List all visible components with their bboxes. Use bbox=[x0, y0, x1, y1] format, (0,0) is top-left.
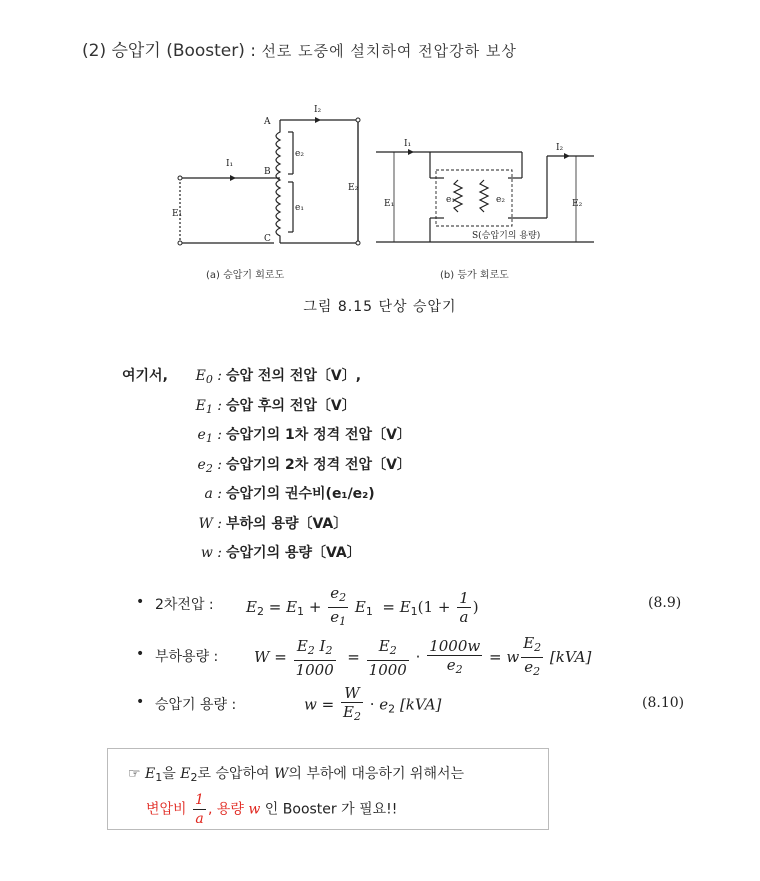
equation-number-8-9: (8.9) bbox=[648, 595, 682, 611]
equation-8-9: $E_2 = E_1$ + $\frac{e_2}{e_1}$ $E_1 = E_1(1$ + $\frac{1}{a}$ ) bbox=[246, 584, 479, 631]
label-b-I1: I₁ bbox=[404, 139, 412, 149]
def-text: 부하의 용량〔VA〕 bbox=[226, 515, 348, 532]
label-a-A: A bbox=[264, 117, 271, 127]
label-a-E2: E₂ bbox=[348, 183, 359, 193]
fraction: $\frac{1}{a}$ bbox=[459, 589, 469, 626]
bullet: • bbox=[136, 694, 145, 710]
eq3-label: 승압기 용량 : bbox=[155, 697, 237, 713]
fraction: $\frac{E_2}{e_2}$ bbox=[523, 634, 542, 678]
fraction: $\frac{E_2 I_2}{1000}$ bbox=[295, 636, 334, 679]
definition-row: $e_2$ : 승압기의 2차 정격 전압〔V〕 bbox=[122, 451, 522, 481]
note-line-1: ☞ $E_1$을 $E_2$로 승압하여 W의 부하에 대응하기 위해서는 bbox=[128, 766, 465, 784]
note-box bbox=[107, 748, 549, 830]
def-text: 승압기의 권수비(e₁/e₂) bbox=[226, 486, 375, 502]
def-subscript: 2 bbox=[205, 461, 213, 475]
def-symbol: e bbox=[197, 427, 206, 443]
heading-colon: : bbox=[250, 41, 257, 61]
label-b-e2: e₂ bbox=[496, 195, 505, 205]
label-a-e1: e₁ bbox=[295, 203, 304, 213]
definition-row: $E_1$ : 승압 후의 전압〔V〕 bbox=[122, 392, 522, 422]
note-ratio-label: 변압비 bbox=[146, 801, 187, 818]
label-a-C: C bbox=[264, 234, 271, 244]
fraction: $\frac{E_2}{1000}$ bbox=[368, 636, 407, 679]
def-text: 승압기의 1차 정격 전압〔V〕 bbox=[226, 427, 411, 443]
equation-load-capacity: W = $\frac{E_2 I_2}{1000}$ = $\frac{E_2}{1000}$ · $\frac{1000w}{e_2}$ = w $\frac{E_2}{e_2}$ [kVA] bbox=[254, 634, 591, 681]
definition-row: w : 승압기의 용량〔VA〕 bbox=[122, 539, 522, 569]
def-symbol: e bbox=[197, 456, 206, 473]
bullet: • bbox=[136, 594, 145, 610]
eq1-label: 2차전압 : bbox=[155, 597, 214, 613]
def-text: 승압 전의 전압〔V〕, bbox=[226, 368, 362, 384]
heading-title: 승압기 bbox=[111, 41, 161, 61]
label-a-B: B bbox=[264, 167, 271, 177]
note-line-2: 변압비 $\frac{1}{a}$ , 용량 w 인 Booster 가 필요!! bbox=[146, 792, 398, 827]
definition-row: 여기서, $E_0$ : 승압 전의 전압〔V〕, bbox=[122, 362, 522, 392]
def-symbol: w bbox=[200, 545, 213, 561]
section-heading bbox=[82, 36, 517, 61]
heading-number: (2) bbox=[82, 41, 107, 61]
unit-kva: [kVA] bbox=[399, 695, 442, 714]
def-text: 승압 후의 전압〔V〕 bbox=[226, 397, 356, 414]
unit-kva: [kVA] bbox=[549, 648, 592, 666]
def-subscript: 1 bbox=[205, 432, 213, 445]
subcaption-b: (b) 등가 회로도 bbox=[440, 270, 509, 281]
label-b-I2: I₂ bbox=[556, 143, 564, 153]
definitions-list bbox=[122, 362, 522, 569]
subcaption-a: (a) 승압기 회로도 bbox=[206, 270, 285, 281]
eq2-label: 부하용량 : bbox=[155, 649, 219, 665]
def-subscript: 1 bbox=[205, 402, 213, 416]
bullet: • bbox=[136, 646, 145, 662]
def-text: 승압기의 2차 정격 전압〔V〕 bbox=[226, 456, 411, 473]
heading-description: 선로 도중에 설치하여 전압강하 보상 bbox=[261, 42, 517, 60]
equation-8-10: w = $\frac{W}{E_2}$ · $e_2$ [kVA] bbox=[304, 684, 441, 726]
def-text: 승압기의 용량〔VA〕 bbox=[226, 545, 361, 561]
def-symbol: E bbox=[195, 397, 206, 414]
circuit-diagram-b bbox=[372, 130, 602, 250]
label-a-I1: I₁ bbox=[226, 159, 234, 169]
equation-number-8-10: (8.10) bbox=[642, 695, 685, 711]
definition-row: a : 승압기의 권수비(e₁/e₂) bbox=[122, 480, 522, 510]
circuit-diagram-a bbox=[160, 100, 370, 260]
definition-row: W : 부하의 용량〔VA〕 bbox=[122, 510, 522, 540]
fraction: $\frac{1}{a}$ bbox=[195, 792, 204, 827]
heading-english: (Booster) bbox=[166, 41, 245, 61]
fraction: $\frac{e_2}{e_1}$ bbox=[330, 584, 347, 628]
label-b-e1: e₁ bbox=[446, 195, 455, 205]
label-b-E2: E₂ bbox=[572, 199, 583, 209]
definitions-lead: 여기서, bbox=[122, 368, 168, 384]
label-a-E1: E₁ bbox=[172, 209, 183, 219]
label-a-e2: e₂ bbox=[295, 149, 304, 159]
pointing-hand-icon: ☞ bbox=[128, 766, 141, 782]
def-symbol: W bbox=[198, 515, 213, 532]
def-subscript: 0 bbox=[205, 373, 213, 386]
fraction: $\frac{1000w}{e_2}$ bbox=[429, 636, 481, 676]
label-a-I2: I₂ bbox=[314, 105, 322, 115]
def-symbol: E bbox=[195, 368, 206, 384]
label-b-S: S(승압기의 용량) bbox=[472, 231, 541, 241]
figure-caption: 그림 8.15 단상 승압기 bbox=[303, 299, 457, 315]
label-b-E1: E₁ bbox=[384, 199, 395, 209]
definition-row: $e_1$ : 승압기의 1차 정격 전압〔V〕 bbox=[122, 421, 522, 451]
fraction: $\frac{W}{E_2}$ bbox=[342, 684, 361, 723]
def-symbol: a bbox=[204, 486, 213, 502]
